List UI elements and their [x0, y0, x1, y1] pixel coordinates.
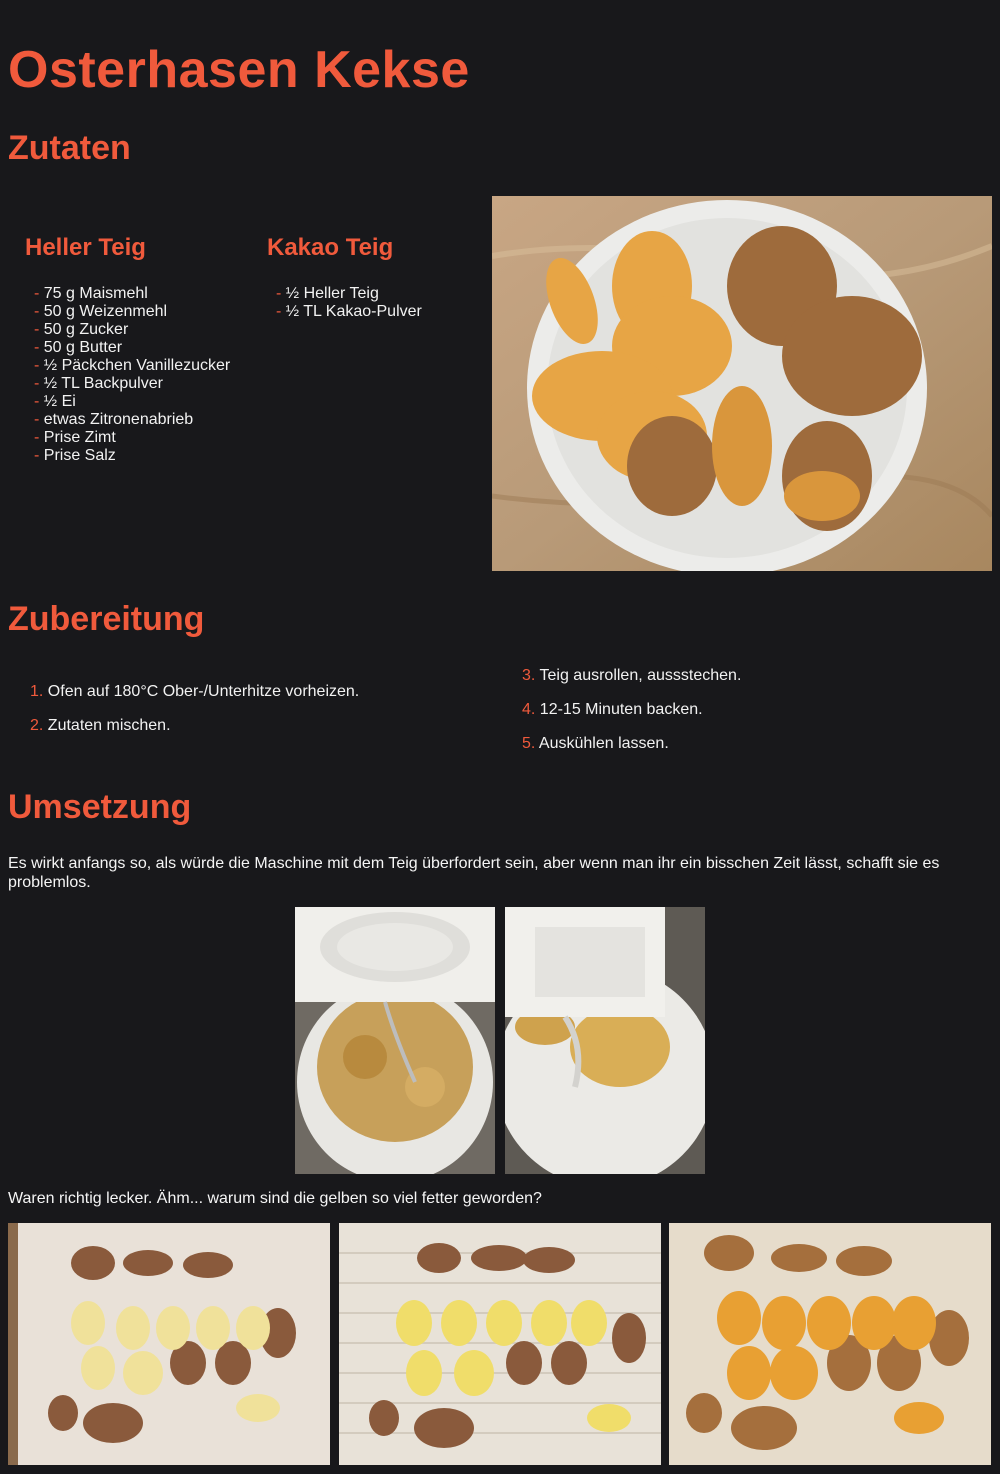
preparation-steps-right [522, 667, 741, 769]
step-text: 12-15 Minuten backen. [539, 701, 703, 718]
step-item [522, 701, 741, 735]
step-item [522, 667, 741, 701]
baked-cookies-photo [669, 1223, 991, 1465]
cocoa-dough-ingredient-list [276, 285, 422, 321]
step-item [30, 717, 359, 751]
ingredient-item: - Prise Salz [34, 447, 230, 465]
raw-cookies-photo [8, 1223, 330, 1465]
step-text: Auskühlen lassen. [538, 735, 669, 752]
ingredient-item: - ½ Ei [34, 393, 230, 411]
step-text: Ofen auf 180°C Ober-/Unterhitze vorheizen. [47, 683, 360, 700]
cookies-on-plate-photo [492, 196, 992, 571]
section-heading-implementation: Umsetzung [8, 788, 192, 826]
mixer-photo-1 [295, 907, 495, 1174]
half-baked-cookies-photo [339, 1223, 661, 1465]
step-text: Teig ausrollen, aussstechen. [539, 667, 742, 684]
machine-paragraph: Es wirkt anfangs so, als würde die Maschine mit dem Teig überfordert sein, aber wenn man ihr ein bisschen Zeit lässt, schafft sie es problemlos. [8, 855, 940, 891]
step-text: Zutaten mischen. [47, 717, 171, 734]
ingredient-item: - ½ TL Backpulver [34, 375, 230, 393]
step-number: 5. [522, 735, 536, 752]
ingredient-item: - ½ Päckchen Vanillezucker [34, 357, 230, 375]
ingredient-item: - 50 g Weizenmehl [34, 303, 230, 321]
ingredient-item: - 50 g Butter [34, 339, 230, 357]
ingredient-item: - 50 g Zucker [34, 321, 230, 339]
step-item [30, 683, 359, 717]
step-item [522, 735, 741, 769]
section-heading-preparation: Zubereitung [8, 600, 205, 638]
cocoa-dough-heading: Kakao Teig [267, 234, 394, 261]
mixer-photo-2 [505, 907, 705, 1174]
step-number: 1. [30, 683, 44, 700]
section-heading-ingredients: Zutaten [8, 129, 131, 167]
result-paragraph: Waren richtig lecker. Ähm... warum sind die gelben so viel fetter geworden? [8, 1190, 542, 1207]
light-dough-ingredient-list [34, 285, 230, 465]
ingredient-item: - Prise Zimt [34, 429, 230, 447]
page-title: Osterhasen Kekse [8, 41, 470, 99]
ingredient-item: - 75 g Maismehl [34, 285, 230, 303]
ingredient-item: - etwas Zitronenabrieb [34, 411, 230, 429]
ingredient-item: - ½ TL Kakao-Pulver [276, 303, 422, 321]
light-dough-heading: Heller Teig [25, 234, 146, 261]
preparation-steps-left [30, 683, 359, 751]
step-number: 3. [522, 667, 536, 684]
step-number: 4. [522, 701, 536, 718]
ingredient-item: - ½ Heller Teig [276, 285, 422, 303]
step-number: 2. [30, 717, 44, 734]
